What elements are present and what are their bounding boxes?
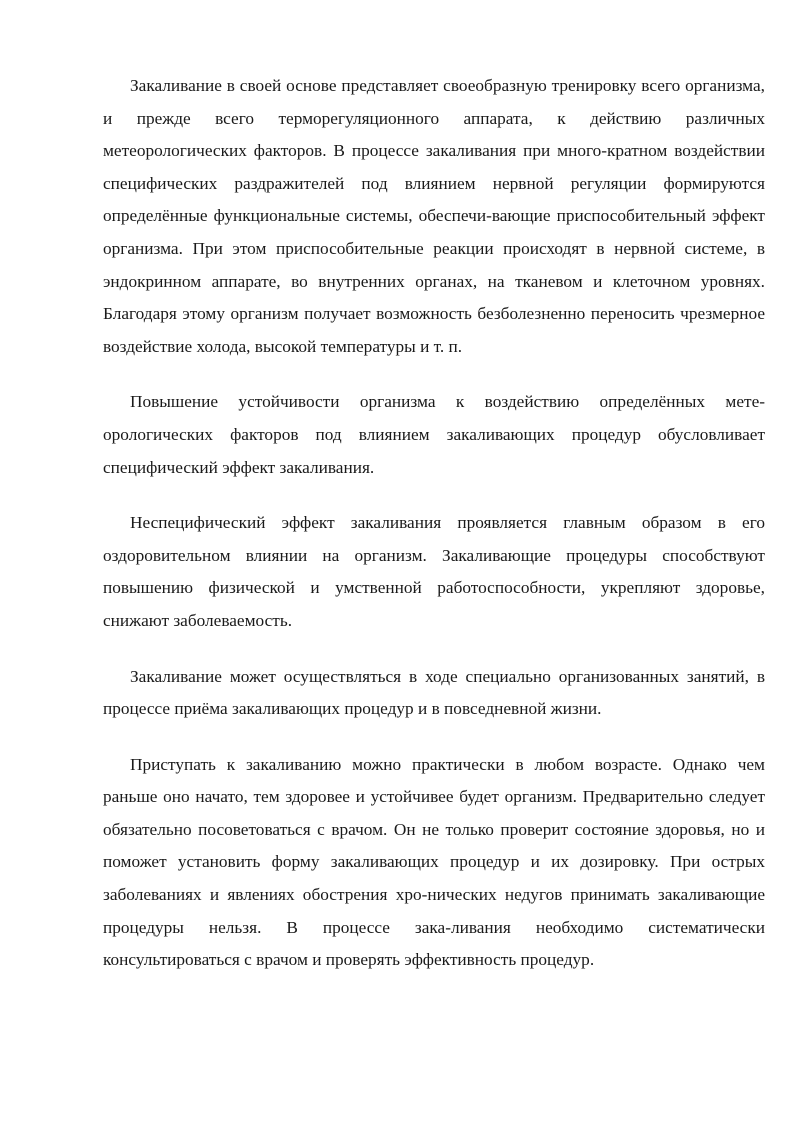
paragraph-3: Неспецифический эффект закаливания проявляется главным образом в его оздоровительном влиянии на организм. Закаливающие процедуры способствуют повышению физической и умственной работоспособности, укрепляют здоровье, снижают заболеваемость. (103, 513, 765, 630)
paragraph-2: Повышение устойчивости организма к воздействию определённых мете-орологических факторов под влиянием закаливающих процедур обусловливает специфический эффект закаливания. (103, 392, 765, 477)
paragraph-5: Приступать к закаливанию можно практически в любом возрасте. Однако чем раньше оно начато, тем здоровее и устойчивее будет организм. Предварительно следует обязательно посоветоваться с врачом. Он не только проверит состояние здоровья, но и поможет установить форму закаливающих процедур и их дозировку. При острых заболеваниях и явлениях обострения хро-нических недугов принимать закаливающие процедуры нельзя. В процессе зака-ливания необходимо систематически консультироваться с врачом и проверять эффективность процедур. (103, 754, 765, 970)
paragraph-4: Закаливание может осуществляться в ходе специально организованных занятий, в процессе приёма закаливающих процедур и в повседневной жизни. (103, 666, 765, 719)
paragraph-1: Закаливание в своей основе представляет своеобразную тренировку всего организма, и прежде всего терморегуляционного аппарата, к действию различных метеорологических факторов. В процессе закаливания при много-кратном воздействии специфических раздражителей под влиянием нервной регуляции формируются определённые функциональные системы, обеспечи-вающие приспособительный эффект организма. При этом приспособительные реакции происходят в нервной системе, в эндокринном аппарате, во внутренних органах, на тканевом и клеточном уровнях. Благодаря этому организм получает возможность безболезненно переносить чрезмерное воздействие холода, высокой температуры и т. п. (103, 76, 765, 356)
